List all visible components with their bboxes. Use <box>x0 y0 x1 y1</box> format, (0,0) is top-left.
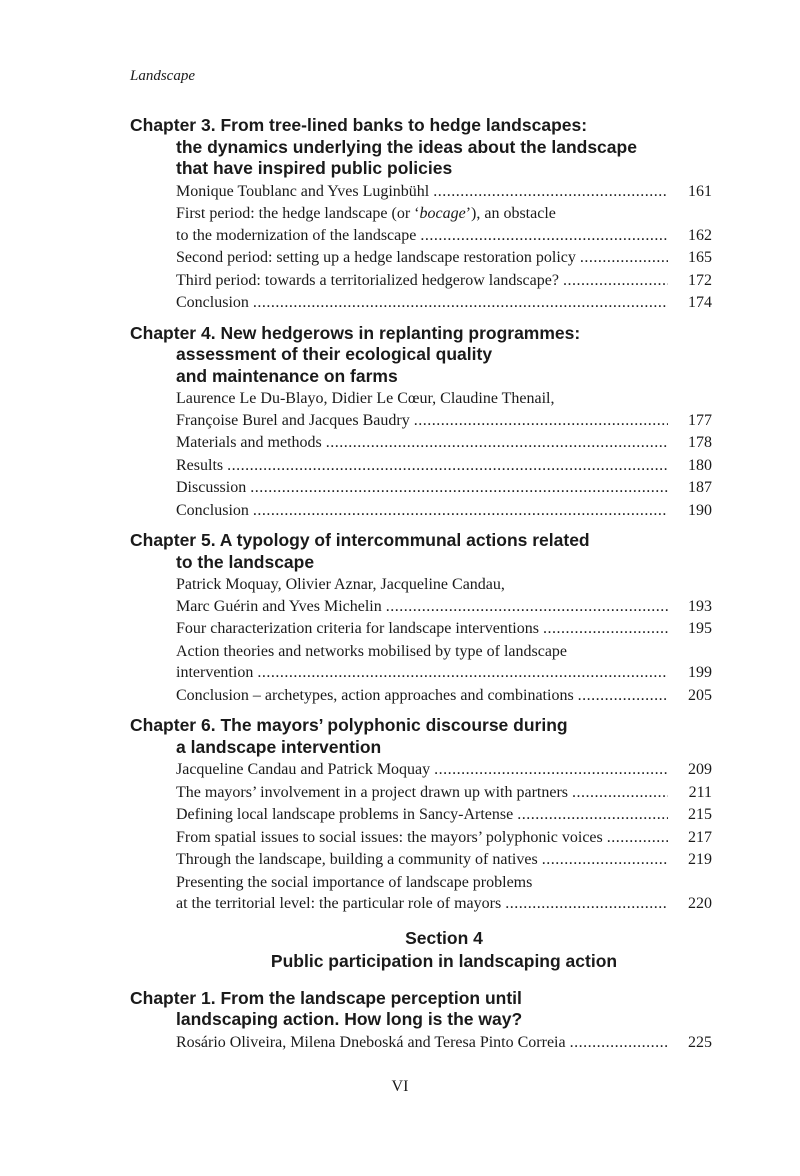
page-ref: 162 <box>688 226 712 244</box>
entry-text: Third period: towards a territorialized hedgerow landscape? <box>176 271 559 289</box>
entry-leader-line <box>130 432 712 454</box>
entry-text-line: First period: the hedge landscape (or ‘bocage’), an obstacle <box>176 205 556 222</box>
toc-entry <box>130 804 712 826</box>
entry-leader-line <box>130 827 712 849</box>
page-ref: 180 <box>688 456 712 474</box>
chapter-title-line: Chapter 6. The mayors’ polyphonic discourse during <box>130 715 568 735</box>
toc-entry <box>130 455 712 477</box>
toc-entry <box>130 477 712 499</box>
dot-leader <box>253 292 668 314</box>
page-ref: 178 <box>688 434 712 451</box>
chapter-block <box>130 115 712 314</box>
chapter-block <box>130 530 712 706</box>
entry-text: Through the landscape, building a community of natives <box>176 851 538 868</box>
dot-leader <box>505 893 668 915</box>
chapter-title-line: Chapter 1. From the landscape perception until <box>130 987 522 1008</box>
chapter-block <box>130 715 712 915</box>
page-ref: 211 <box>688 783 712 801</box>
toc-entry <box>130 203 712 246</box>
toc-entry <box>130 500 712 522</box>
toc-entry <box>130 247 712 269</box>
chapter-title <box>130 988 712 1031</box>
entry-text: Materials and methods <box>176 434 322 451</box>
entry-text: at the territorial level: the particular role of mayors <box>176 895 502 912</box>
entry-text-line: Laurence Le Du-Blayo, Didier Le Cœur, Claudine Thenail, <box>176 390 555 407</box>
entry-text: Jacqueline Candau and Patrick Moquay <box>176 761 431 778</box>
page-number: VI <box>391 1078 409 1095</box>
dot-leader <box>434 759 668 781</box>
entry-leader-line <box>130 1032 712 1054</box>
chapter-title <box>130 323 712 388</box>
entry-leader-line <box>130 455 712 477</box>
dot-leader <box>257 662 668 684</box>
toc-entry <box>130 849 712 871</box>
chapter-title <box>130 715 712 758</box>
toc-entry <box>130 432 712 454</box>
chapter-authors <box>130 388 712 431</box>
entry-leader-line <box>130 893 712 915</box>
chapter-title-line: the dynamics underlying the ideas about the landscape <box>176 136 637 157</box>
dot-leader <box>517 804 668 826</box>
dot-leader <box>386 596 668 618</box>
entry-text-line: Action theories and networks mobilised by type of landscape <box>176 642 568 660</box>
page-ref: 187 <box>688 479 712 496</box>
dot-leader <box>420 225 668 247</box>
chapter-authors <box>130 759 712 781</box>
chapter-title-line: assessment of their ecological quality <box>176 344 493 364</box>
entry-text: Marc Guérin and Yves Michelin <box>176 597 382 615</box>
page-ref: 220 <box>688 895 712 912</box>
chapter-title-line: that have inspired public policies <box>176 158 453 178</box>
dot-leader <box>563 270 668 292</box>
entry-leader-line <box>130 225 712 247</box>
dot-leader <box>326 432 668 454</box>
entry-leader-line <box>130 618 712 640</box>
chapter-title <box>130 530 712 573</box>
dot-leader <box>578 685 668 707</box>
entry-text: to the modernization of the landscape <box>176 226 417 244</box>
toc-entry <box>130 872 712 915</box>
dot-leader <box>433 181 668 203</box>
dot-leader <box>542 849 668 871</box>
chapter-title-line: Chapter 5. A typology of intercommunal actions related <box>130 530 590 550</box>
chapter-title-line: and maintenance on farms <box>176 365 398 386</box>
dot-leader <box>250 477 668 499</box>
chapter-authors <box>130 181 712 203</box>
chapter-title-line: Chapter 4. New hedgerows in replanting programmes: <box>130 322 581 343</box>
entry-leader-line <box>130 247 712 269</box>
entry-leader-line <box>130 759 712 781</box>
entry-text: Second period: setting up a hedge landscape restoration policy <box>176 249 576 266</box>
chapter-title-line: Chapter 3. From tree-lined banks to hedge landscapes: <box>130 115 588 135</box>
running-head: Landscape <box>130 68 195 84</box>
entry-leader-line <box>130 270 712 292</box>
dot-leader <box>572 782 668 804</box>
toc-entry <box>130 641 712 684</box>
page-ref: 209 <box>688 761 712 778</box>
chapter-block <box>130 323 712 522</box>
entry-text: Discussion <box>176 479 247 496</box>
entry-leader-line <box>130 596 712 618</box>
toc-entry <box>130 827 712 849</box>
dot-leader <box>580 247 668 269</box>
page-ref: 219 <box>688 851 712 868</box>
page-ref: 205 <box>688 686 712 704</box>
section-heading <box>176 927 712 973</box>
entry-text: The mayors’ involvement in a project drawn up with partners <box>176 783 569 801</box>
entry-text: Conclusion – archetypes, action approaches and combinations <box>176 686 574 704</box>
entry-leader-line <box>130 782 712 804</box>
entry-text: Conclusion <box>176 501 249 519</box>
entry-leader-line <box>130 849 712 871</box>
entry-text: From spatial issues to social issues: the mayors’ polyphonic voices <box>176 828 603 846</box>
entry-text-line: Presenting the social importance of landscape problems <box>176 873 533 891</box>
dot-leader <box>253 500 668 522</box>
page-ref: 217 <box>688 828 712 846</box>
entry-text: Rosário Oliveira, Milena Dneboská and Teresa Pinto Correia <box>176 1033 566 1051</box>
chapter-authors <box>130 1032 712 1054</box>
entry-text: Monique Toublanc and Yves Luginbühl <box>176 182 430 200</box>
chapter-title-line: landscaping action. How long is the way? <box>176 1009 523 1029</box>
toc-entry <box>130 270 712 292</box>
page-ref: 177 <box>688 411 712 429</box>
chapter-title <box>130 115 712 180</box>
toc-entry <box>130 618 712 640</box>
toc-entry <box>130 292 712 314</box>
page-ref: 193 <box>688 597 712 615</box>
page-ref: 195 <box>688 620 712 637</box>
entry-leader-line <box>130 477 712 499</box>
entry-text: intervention <box>176 664 254 681</box>
entry-text: Françoise Burel and Jacques Baudry <box>176 411 410 429</box>
page-ref: 199 <box>688 664 712 681</box>
page-ref: 165 <box>688 249 712 266</box>
chapter-authors <box>130 574 712 617</box>
entry-leader-line <box>130 292 712 314</box>
page-ref: 190 <box>688 501 712 519</box>
page-ref: 215 <box>688 806 712 823</box>
entry-text: Defining local landscape problems in Sancy-Artense <box>176 806 514 823</box>
entry-leader-line <box>130 662 712 684</box>
page-ref: 225 <box>688 1033 712 1051</box>
dot-leader <box>227 455 668 477</box>
entry-leader-line <box>130 804 712 826</box>
chapter-title-line: to the landscape <box>176 551 315 572</box>
section-heading-line: Public participation in landscaping action <box>270 950 618 971</box>
page-ref: 161 <box>688 182 712 200</box>
page-ref: 174 <box>688 294 712 311</box>
dot-leader <box>570 1032 668 1054</box>
entry-text-line: Patrick Moquay, Olivier Aznar, Jacqueline Candau, <box>176 576 505 593</box>
dot-leader <box>414 410 668 432</box>
entry-leader-line <box>130 410 712 432</box>
entry-leader-line <box>130 685 712 707</box>
entry-leader-line <box>130 500 712 522</box>
entry-leader-line <box>130 181 712 203</box>
section-heading-line: Section 4 <box>405 927 483 948</box>
dot-leader <box>543 618 668 640</box>
entry-text: Conclusion <box>176 294 249 311</box>
chapter-block <box>130 988 712 1054</box>
dot-leader <box>607 827 668 849</box>
entry-text: Four characterization criteria for landscape interventions <box>176 620 539 637</box>
table-of-contents <box>130 115 712 1062</box>
chapter-title-line: a landscape intervention <box>176 736 382 757</box>
toc-entry <box>130 782 712 804</box>
page-ref: 172 <box>688 271 712 289</box>
entry-text: Results <box>176 456 224 474</box>
toc-entry <box>130 685 712 707</box>
